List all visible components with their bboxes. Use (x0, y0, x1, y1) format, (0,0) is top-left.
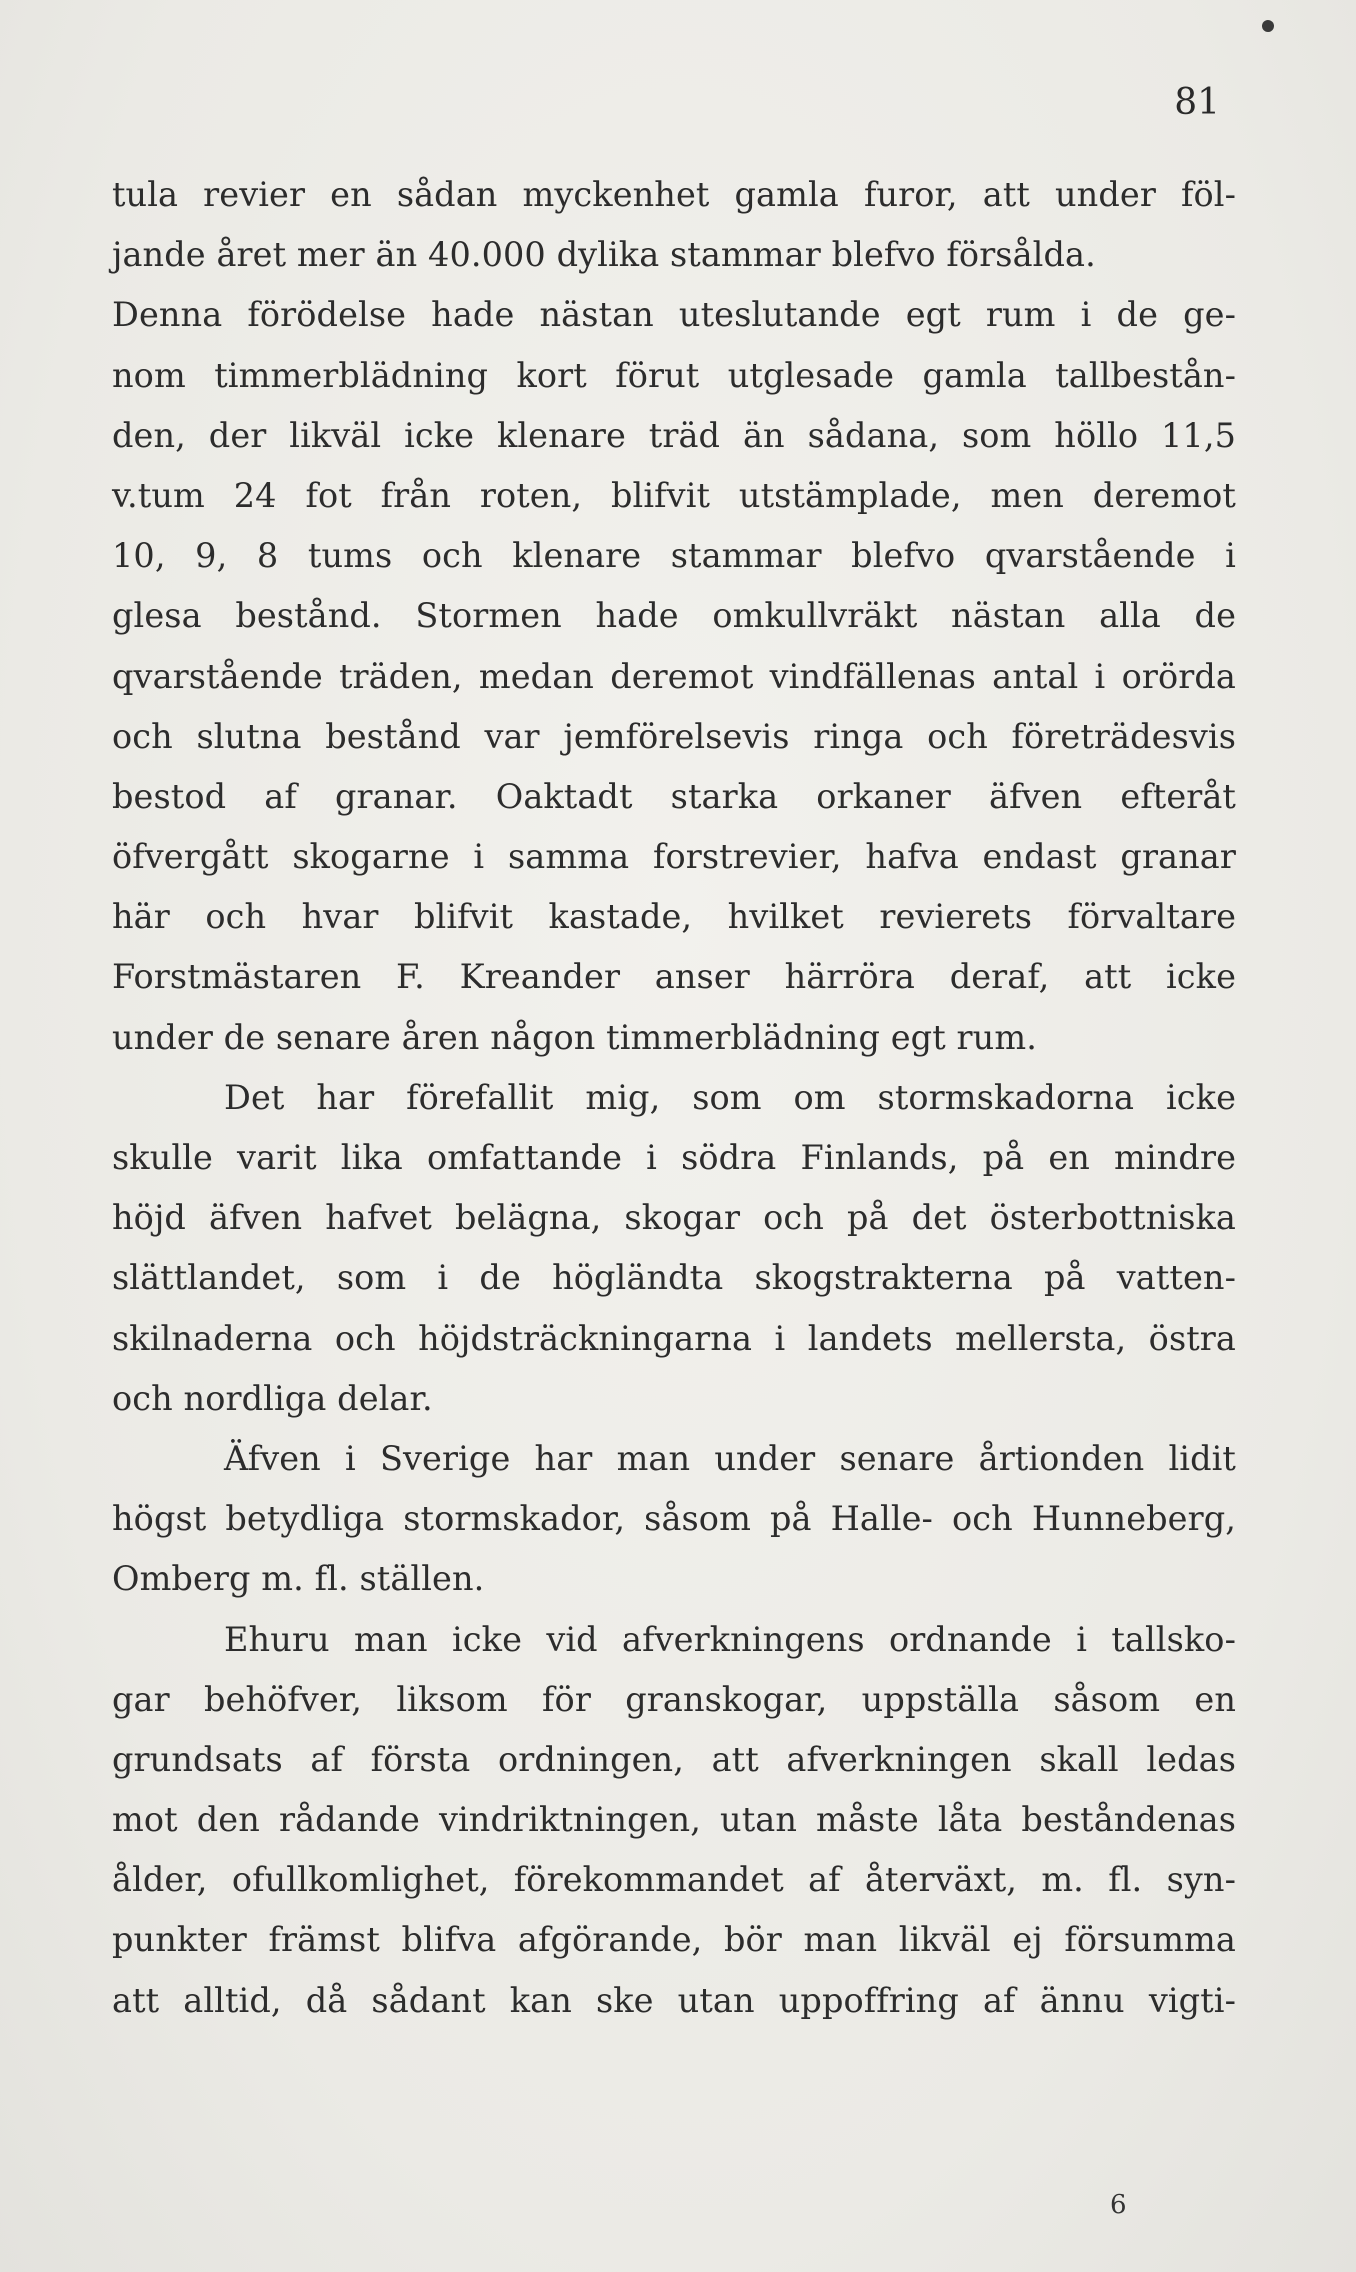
text-line: mot den rådande vindriktningen, utan måste låta beståndenas (112, 1800, 1236, 1840)
text-line: Denna förödelse hade nästan uteslutande egt rum i de ge- (112, 295, 1236, 335)
text-line: jande året mer än 40.000 dylika stammar blefvo försålda. (112, 235, 1096, 275)
text-line: att alltid, då sådant kan ske utan uppoffring af ännu vigti- (112, 1980, 1236, 2020)
text-line: den, der likväl icke klenare träd än sådana, som höllo 11,5 (112, 415, 1236, 455)
body-text (112, 165, 1236, 2031)
text-line: Omberg m. fl. ställen. (112, 1559, 485, 1599)
text-line: ålder, ofullkomlighet, förekommandet af återväxt, m. fl. syn- (112, 1860, 1236, 1900)
text-line: skilnaderna och höjdsträckningarna i landets mellersta, östra (112, 1318, 1236, 1358)
text-line: grundsats af första ordningen, att afverkningen skall ledas (112, 1739, 1236, 1779)
text-line: här och hvar blifvit kastade, hvilket revierets förvaltare (112, 897, 1236, 937)
text-line: qvarstående träden, medan deremot vindfällenas antal i orörda (112, 656, 1236, 696)
ink-speck (1262, 20, 1274, 32)
text-line: Ehuru man icke vid afverkningens ordnande i tallsko- (224, 1619, 1236, 1659)
text-line: punkter främst blifva afgörande, bör man likväl ej försumma (112, 1920, 1236, 1960)
text-line: bestod af granar. Oaktadt starka orkaner äfven efteråt (112, 776, 1236, 816)
text-line: och nordliga delar. (112, 1378, 433, 1418)
text-line: och slutna bestånd var jemförelsevis ringa och företrädesvis (112, 716, 1236, 756)
text-line: Det har förefallit mig, som om stormskadorna icke (224, 1077, 1236, 1117)
text-line: skulle varit lika omfattande i södra Finlands, på en mindre (112, 1138, 1236, 1177)
text-line: öfvergått skogarne i samma forstrevier, hafva endast granar (112, 837, 1236, 877)
text-line: slättlandet, som i de högländta skogstrakterna på vatten- (112, 1258, 1236, 1298)
text-line: v.tum 24 fot från roten, blifvit utstämplade, men deremot (112, 475, 1236, 515)
text-line: höjd äfven hafvet belägna, skogar och på det österbottniska (112, 1198, 1236, 1238)
text-line: Äfven i Sverige har man under senare årtionden lidit (224, 1438, 1236, 1478)
text-line: glesa bestånd. Stormen hade omkullvräkt nästan alla de (112, 596, 1236, 636)
text-line: tula revier en sådan myckenhet gamla furor, att under föl- (112, 175, 1236, 214)
text-line: gar behöfver, liksom för granskogar, uppställa såsom en (112, 1679, 1236, 1719)
text-line: 10, 9, 8 tums och klenare stammar blefvo qvarstående i (112, 536, 1236, 576)
signature-mark: 6 (1110, 2190, 1127, 2220)
text-line: under de senare åren någon timmerblädning egt rum. (112, 1017, 1037, 1057)
page-number: 81 (1174, 82, 1220, 123)
text-line: högst betydliga stormskador, såsom på Halle- och Hunneberg, (112, 1499, 1236, 1539)
text-line: nom timmerblädning kort förut utglesade gamla tallbestån- (112, 355, 1236, 395)
text-line: Forstmästaren F. Kreander anser härröra deraf, att icke (112, 957, 1236, 997)
